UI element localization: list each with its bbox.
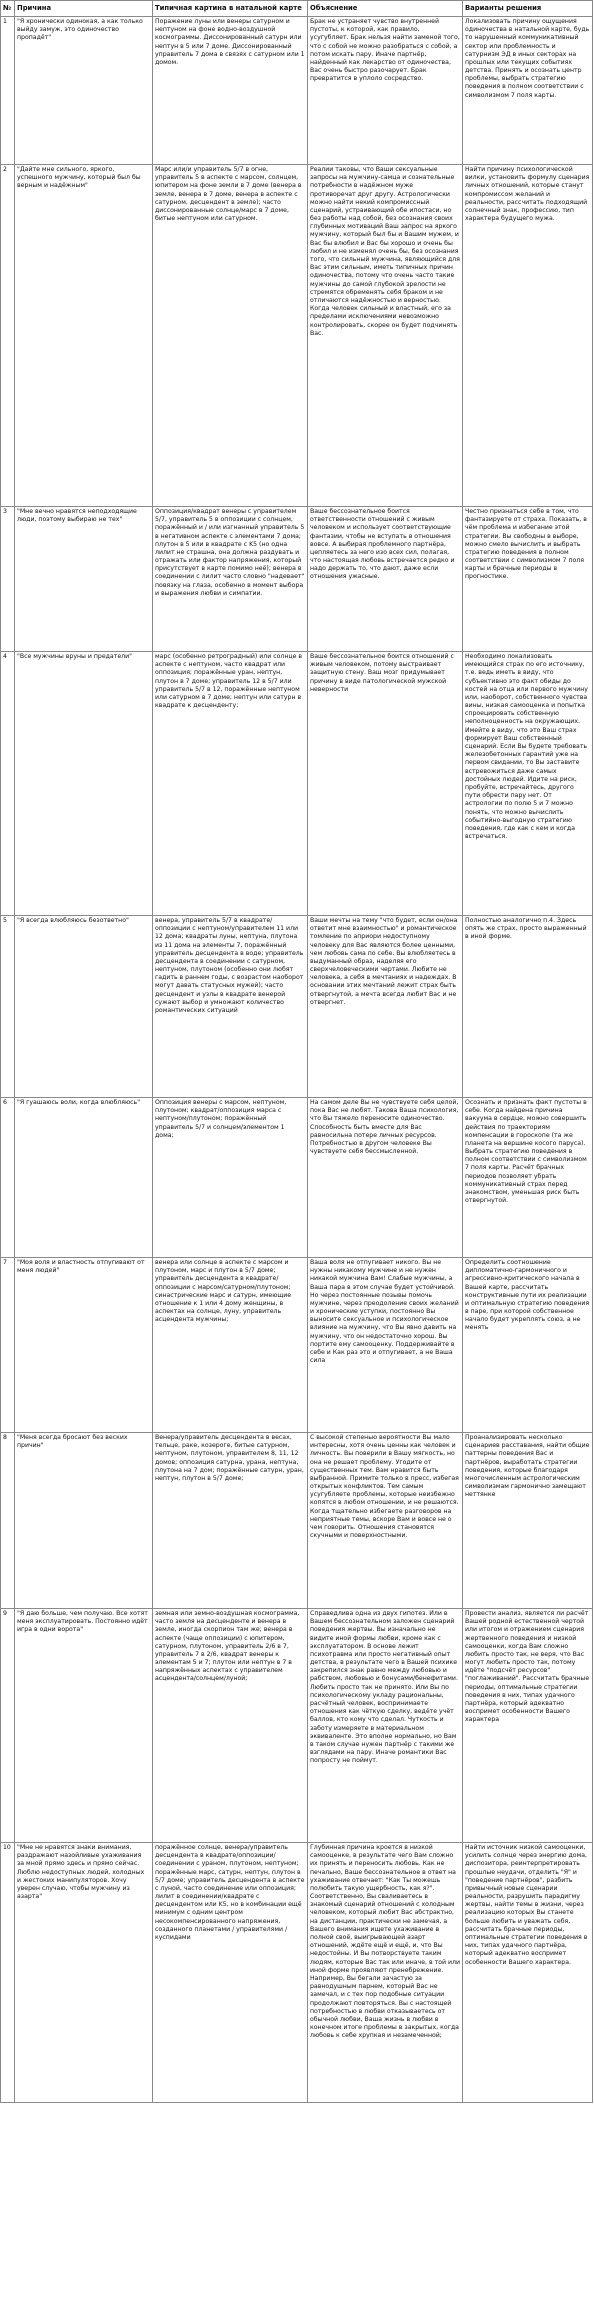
header-chart: Типичная картина в натальной карте (153, 1, 308, 17)
cell-chart: Оппозиция/квадрат венеры с управителем 5/7, управитель 5 в оппозиции с солнцем, поражённый и / или изгнанный управитель 5 в негативном аспекте с элементами 7 дома; плутон в 5 или в квадрате с K5 (но одна лилит не страшна, она должна раздувать и отражать или фактор напряжения, который присутствует в карте помимо неё); венера в соединении с лилит часто словно "надевает" повязку на глаза, особенно в момент выбора и выражения любви и симпатии. (153, 506, 308, 651)
cell-solutions: Необходимо локализовать имеющийся страх по его источнику, т.е. ведь иметь в виду, что субъективно это факт обиды до костей на отца или первого мужчину или, наоборот, собственного чувства вины, низкая самооценка и попытка спроецировать собственную неполноценность на окружающих. Имейте в виду, что это Ваш страх формирует Ваш собственный сценарий. Если Вы будете требовать железобетонных гарантий уже на первом свидании, то Вы заставите встревожиться даже самых достойных людей. Идите на риск, пробуйте, встречайтесь, другого пути обрести пару нет. От астрологии по полю 5 и 7 можно понять, что можно вычислить событийно-выгодную стратегию поведения, где как с кем и когда встречаться. (463, 651, 593, 915)
header-num: № (1, 1, 15, 17)
cell-cause: "Я даю больше, чем получаю. Все хотят меня эксплуатировать. Постоянно идёт игра в одни ворота" (15, 1608, 153, 1842)
cell-explanation: Ваши мечты на тему "что будет, если он/она ответит мне взаимностью" и романтическое томление по априори недоступному человеку для Вас являются более ценными, чем любовь сама по себе. Вы влюбляетесь в выдуманный образ, наделяя его сверхчеловеческими чертами. Любите не человека, а себя в мечтаниях и надеждах. В основании этих мечтаний лежит страх быть отвергнутой, а мечта всегда любит Вас и не отвергнет. (308, 915, 463, 1097)
cell-num: 9 (1, 1608, 15, 1842)
cell-solutions: Найти причину психологической вилки, установить формулу сценария личных отношений, которые станут компромиссом желаний и реальности, рассчитать подходящий солнечный знак, профессию, тип характера будущего мужа. (463, 164, 593, 506)
cell-cause: "Я гуашаюсь воли, когда влюбляюсь" (15, 1097, 153, 1257)
cell-chart: венера или солнце в аспекте с марсом и плутоном, марс и плутон в 5/7 доме; управитель десцендента в квадрате/оппозиции с марсом/сатурном/плутоном; синастрические марс и сатурн, имеющие отношение к 1 или 4 дому женщины, в аспектах на солнце, луну, управитель асцендента мужчины; (153, 1257, 308, 1432)
cell-chart: поражённое солнце, венера/управитель десцендента в квадрате/оппозиции/соединении с ураном, плутоном, нептуном; поражённые марс, сатурн, нептун, плутон в 5/7 доме; управитель десцендента в аспекте с луной, часто соединение или оппозиция; лилит в соединении/квадрате с десцендентом или K5, но в комбинации ещё минимум с одним центром несокомпенсированного напряжения, созданного планетами / управителями / куспидами (153, 1842, 308, 2102)
table-row (1, 1608, 593, 1842)
header-explanation: Объяснение (308, 1, 463, 17)
table-row (1, 915, 593, 1097)
cell-cause: "Все мужчины вруны и предатели" (15, 651, 153, 915)
cell-solutions: Проанализировать несколько сценариев расставания, найти общие паттерны поведения Вас и партнёров, выработать стратегии поведения, которые благодаря многочисленным астрологическим символизмам гармонично замещают неттянке (463, 1432, 593, 1608)
table-row (1, 16, 593, 164)
table-row (1, 1842, 593, 2102)
table-row (1, 1432, 593, 1608)
cell-solutions: Провести анализ, является ли расчёт Вашей родной естественной чертой или итогом и отражением сценария жертвенного поведения и низкой самооценки, когда Вам сложно любить просто так, не веря, что Вас могут любить просто так, потому идёте "подсчёт ресурсов" "поглаживаний". Рассчитать брачные периоды, оптимальные стратегии поведения в них, типах удачного партнёра, который адекватно воспримет особенности Вашего характера (463, 1608, 593, 1842)
cell-solutions: Осознать и признать факт пустоты в себе. Когда найдена причина вакуума в сердце, можно совершить действия по траекториям компенсации в гороскопе (та же планета на вершине косого паруса). Выбрать стратегию поведения в полном соответствии с символизмом 7 поля карты. Расчёт брачных периодов позволяет убрать коммуникативный страх перед знакомством, уменьшая риск быть отвергнутой. (463, 1097, 593, 1257)
cell-cause: "Я всегда влюбляюсь безответно" (15, 915, 153, 1097)
cell-explanation: Глубинная причина кроется в низкой самооценке, в результате чего Вам сложно их принять и переносить любовь. Как не печально, Ваше бессознательное в ответ на ухаживание отвечает: "Как Ты можешь полюбить такую ущербность, как я?". Соответственно, Вы сваливаетесь в знакомый сценарий отношений с холодным человеком, который любит Вас абстрактно, на дистанции, практически не замечая, а Вашего внимания ищете ухаживание в полной своё, выигрывающей азарт отношений, ждёте ещё и ещё, и, что Вы недостойны. И Вы потворствуете таким людям, которые Вас так или иначе, в той или иной форме проявляют пренебрежение. Например, Вы бегали зачастую за равнодушным парнем, который Вас не замечал, и с тех пор подобные ситуации продолжают повторяться. Вы с настоящей потребностью в любви отказываетесь от обычной любви, Ваша жизнь в любви в конечном итоге проблемы в закрытых, когда любовь к себе хрупкая и незамеченной; (308, 1842, 463, 2102)
table-row (1, 1257, 593, 1432)
cell-explanation: С высокой степенью вероятности Вы мало интересны, хотя очень ценны как человек и личность. Вы поверили в Вашу мягкость, но она не решает проблему. Угодите от существенных тем. Вам нравится быть выбранной. Примите только в пресс, избегая открытых конфликтов. Тем самым усугубляете проблемы, которые неизбежно копятся в любом отношении, и не решаются. Когда тщательно избегаете разговоров на неприятные темы, вскоре Вам и вовсе не о чем говорить. Отношения становятся скучными и поверхностными. (308, 1432, 463, 1608)
cell-chart: венера, управитель 5/7 в квадрате/оппозиции с нептуном/управителем 11 или 12 дома; квадраты луны, нептуна, плутона из 11 дома на элементы 7, поражённый управитель десцендента в воде; управитель десцендента в соединении с сатурном, нептуном, плутоном (особенно они любят гадить в раннем годы, с возрастом наоборот могут давать статусных мужей); часто десцендент и узлы в квадрате венерой сужают выбор и умножают количество романтических ситуаций (153, 915, 308, 1097)
cell-solutions: Найти источник низкой самооценки, усилить солнце через энергию дома, диспозитора, реинтерпретировать прошлые неудачи, отделить "Я" и "поведение партнёров", разбить привычный новые сценарии реальности, разрушить парадигму жертвы, найти темы в жизни, через реализацию которых Вы станете больше любить и уважать себя, рассчитать брачные периоды, оптимальные стратегии поведения в них, типах удачного партнёра, который адекватно воспримет особенности Вашего характера. (463, 1842, 593, 2102)
table-body (1, 16, 593, 2102)
cell-cause: "Моя воля и властность отпугивают от меня людей" (15, 1257, 153, 1432)
table-row (1, 651, 593, 915)
cell-explanation: Ваша воля не отпугивает никого. Вы не нужны никакому мужчине и не нужен никакой мужчина Вам! Слабые мужчины, а Ваша пара в этом случае будет устойчивой. Но через постоянные позывы помочь мужчине, через преодоление своих желаний и хронические уступки, постоянно Вы выносите сексуальное и психологическое влияние на мужчину, что Вы явно давить на мужчину, что он недостаточно хорош. Вы портите ему самооценку. Поддерживайте в себе и Как раз это и отпугивает, а не Ваша сила (308, 1257, 463, 1432)
cell-chart: Венера/управитель десцендента в весах, тельце, раке, козероге, битые сатурном, нептуном, плутоном, управителем 8, 11, 12 домов; оппозиция сатурна, урана, нептуна, плутона на 7 дом; поражённые сатурн, уран, нептун, плутон в 5/7 доме; (153, 1432, 308, 1608)
cell-chart: Оппозиция венеры с марсом, нептуном, плутоном; квадрат/оппозиция марса с нептуном/плутоном; поражённый управитель 5/7 и солнцем/элементом 1 дома; (153, 1097, 308, 1257)
table-row (1, 506, 593, 651)
cell-num: 7 (1, 1257, 15, 1432)
cell-cause: "Меня всегда бросают без веских причин" (15, 1432, 153, 1608)
cell-solutions: Честно признаться себе в том, что фантазируете от страха. Показать, в чём проблема и избегание этой стратегии. Вы свободны в выборе, можно смело вычислить и выбрать стратегию поведения в полном соответствии с символизмом 7 поля карты и брачные периоды в прогностике. (463, 506, 593, 651)
cell-cause: "Мне не нравятся знаки внимания, раздражают назойливые ухаживания за мной прямо здесь и прямо сейчас. Люблю недоступных людей, холодных и жестоких манипуляторов. Хочу уверен случаю, чтобы мужчину из азарта" (15, 1842, 153, 2102)
cell-num: 1 (1, 16, 15, 164)
cell-solutions: Полностью аналогично п.4. Здесь опять же страх, просто выраженный в иной форме. (463, 915, 593, 1097)
cell-chart: Марс или/и управитель 5/7 в огне, управитель 5 в аспекте с марсом, солнцем, юпитером на фоне земли в 7 доме (венера в земле, венера в 7 доме, венера в аспекте с сатурном, десцендент в земле); часто диссонированные солнце/марс в 7 доме, битые нептуном или сатурном. (153, 164, 308, 506)
cell-explanation: На самом деле Вы не чувствуете себя целой, пока Вас не любят. Такова Ваша психология, что Вы тяжело переносите одиночество. Способность быть вместе для Вас равносильна потере личных ресурсов. Потребностью в другом человеке Вы чувствуете себя бессмысленной. (308, 1097, 463, 1257)
cell-explanation: Реалии таковы, что Ваши сексуальные запросы на мужчину-самца и сознательные потребности в надёжном муже противоречат друг другу. Астрологически можно найти некий компромиссный сценарий, устраивающий обе ипостаси, но без работы над собой, без осознания своих глубинных мотиваций Ваш запрос на яркого мужчину, который был бы и Вашим мужем, и Вас бы влюбил и Вас бы хорошо и очень бы любил и не изменял очень бы, без осознания того, что сильный мужчина, являющийся для Вас этим сильным, иметь типичных причин одиночества, потому что очень часто такие мужчины до самой глубокой зрелости не стремятся обременять себя браком и не отличаются надёжностью и верностью. Когда человек сильный и властный, его за пределами исключениями невозможно контролировать, скорее он будет подчинять Вас. (308, 164, 463, 506)
cell-cause: "Дайте мне сильного, яркого, успешного мужчину, который был бы верным и надёжным" (15, 164, 153, 506)
cell-chart: земная или земно-воздушная космограмма, часто земля на десценденте и венера в земле, иногда скорпион там же; венера в аспекте (чаще оппозиции) с юпитером, сатурном, плутоном, управитель 2/6 в 7, управитель 7 в 2/6, квадрат венеры к элементам 5 и 7; плутон или нептун в 7 в напряжённых аспектах с управителем асцендента/солнцем/луной; (153, 1608, 308, 1842)
cell-num: 6 (1, 1097, 15, 1257)
cell-explanation: Ваше бессознательное боится ответственности отношений с живым человеком и использует соответствующие фантазии, чтобы не вступать в отношения вовсе. А выбирая проблемного партнёра, цепляетесь за него изо всех сил, полагая, что настоящая любовь встречается редко и надо держать то, что дают, даже если отношения ужасные. (308, 506, 463, 651)
cell-chart: марс (особенно ретроградный) или солнце в аспекте с нептуном, часто квадрат или оппозиция; поражённые уран, нептун, плутон в 7 доме; управитель 12 в 5/7 или управитель 5/7 в 12, поражённые нептуном или сатурном в 7 доме; нептун или сатурн в квадрате к десценденту; (153, 651, 308, 915)
cell-num: 10 (1, 1842, 15, 2102)
cell-explanation: Ваше бессознательное боится отношений с живым человеком, потому выстраивает защитную стену. Ваш мозг придумывает причину в виде патологической мужской неверности (308, 651, 463, 915)
cell-explanation: Справедлива одна из двух гипотез. Или в Вашем бессознательном заложен сценарий поведения жертвы. Вы изначально не видите иной формы любви, кроме как с эксплуататором. В основе лежит психотравма или просто негативный опыт детства, в результате чего в Вашей психике закрепился знак равно между любовью и рабством, любовью и бонусами/бенефитами. Любить просто так не принято. Или Вы по психологическому укладу рациональны, расчётный человек, воспринимаете отношения как чёткую сделку, ведёте учёт баллов, кто кому что сделал. Чуткость и заботу измеряете в материальном эквиваленте. Это вполне нормально, но Вам в таком случае нужен партнёр с такими же взглядами на пару. Иначе романтики Вас попросту не поймут. (308, 1608, 463, 1842)
cell-solutions: Определить соотношение дипломатично-гармоничного и агрессивно-критического начала в Вашей карте, рассчитать конструктивные пути их реализации и оптимальную стратегию поведения в паре, при которой собственное начало будет укреплять союз, а не менять (463, 1257, 593, 1432)
cell-solutions: Локализовать причину ощущения одиночества в натальной карте, будь то нарушенный коммуникативный сектор или проблемность и сатурнизм ЭД в иных секторах на прошлых или текущих событиях детства. Принять и осознать центр проблемы, выбрать стратегию поведения в полном соответствии с символизмом 7 поля карты. (463, 16, 593, 164)
cell-num: 5 (1, 915, 15, 1097)
cell-num: 3 (1, 506, 15, 651)
table-header-row (1, 1, 593, 17)
cell-num: 8 (1, 1432, 15, 1608)
cell-explanation: Брак не устраняет чувство внутренней пустоты, к которой, как правило, усугубляет. Брак нельзя найти заменой того, что с собой не можно разобраться с собой, а потом искать пару. Иначе партнёр, найденный как лекарство от одиночества, Вас очень быстро разочарует. Брак превратится в уплоло сосредство. (308, 16, 463, 164)
cell-chart: Поражение луны или венеры сатурном и нептуном на фоне водно-воздушной космограммы. Диссонированный сатурн или нептун в 5 или 7 доме. Диссонированный управитель 7 дома в связях с сатурном или 1 домом. (153, 16, 308, 164)
cell-cause: "Я хронически одинокая, а как только выйду замуж, это одиночество пропадёт" (15, 16, 153, 164)
table-row (1, 1097, 593, 1257)
table-row (1, 164, 593, 506)
header-cause: Причина (15, 1, 153, 17)
header-solutions: Варианты решения (463, 1, 593, 17)
cell-num: 4 (1, 651, 15, 915)
cell-cause: "Мне вечно нравятся неподходящие люди, поэтому выбираю не тех" (15, 506, 153, 651)
cell-num: 2 (1, 164, 15, 506)
